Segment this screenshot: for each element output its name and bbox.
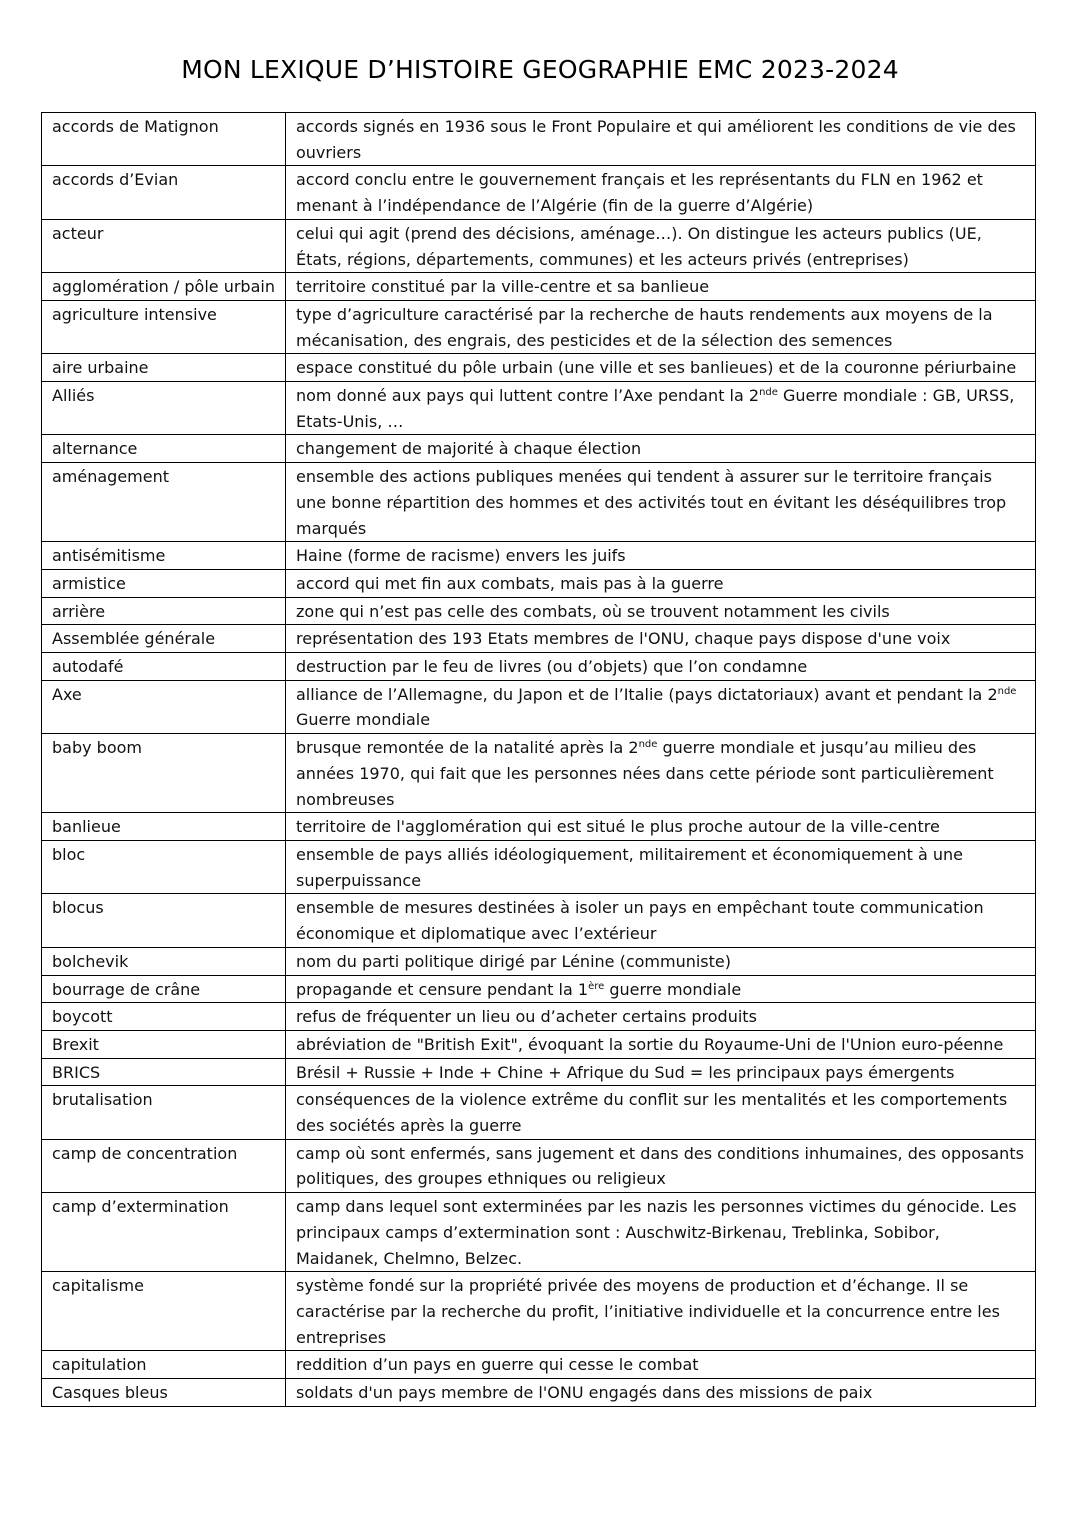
definition-text: Guerre mondiale : GB, URSS, Etats-Unis, … <box>296 386 1015 431</box>
term-cell: armistice <box>42 569 286 597</box>
definition-text: alliance de l’Allemagne, du Japon et de l’Italie (pays dictatoriaux) avant et pendant la 2 <box>296 684 998 704</box>
table-row <box>42 435 1036 463</box>
definition-text: nom donné aux pays qui luttent contre l’Axe pendant la 2 <box>296 386 760 406</box>
definition-cell: nom du parti politique dirigé par Lénine (communiste) <box>286 947 1036 975</box>
definition-cell: accords signés en 1936 sous le Front Populaire et qui améliorent les conditions de vie des ouvriers <box>286 113 1036 166</box>
table-row <box>42 1139 1036 1192</box>
ordinal-superscript: nde <box>638 739 658 751</box>
table-row <box>42 300 1036 353</box>
term-cell: aire urbaine <box>42 354 286 382</box>
definition-cell <box>286 975 1036 1003</box>
table-row <box>42 625 1036 653</box>
table-row <box>42 840 1036 893</box>
table-row <box>42 273 1036 301</box>
table-row <box>42 1003 1036 1031</box>
table-row <box>42 653 1036 681</box>
term-cell: Assemblée générale <box>42 625 286 653</box>
term-cell: agglomération / pôle urbain <box>42 273 286 301</box>
definition-text: Guerre mondiale <box>296 710 431 730</box>
term-cell: bolchevik <box>42 947 286 975</box>
term-cell: Casques bleus <box>42 1379 286 1407</box>
table-row <box>42 1379 1036 1407</box>
definition-cell: zone qui n’est pas celle des combats, où se trouvent notamment les civils <box>286 597 1036 625</box>
table-row <box>42 166 1036 219</box>
table-row <box>42 1193 1036 1272</box>
table-row <box>42 975 1036 1003</box>
term-cell: acteur <box>42 219 286 272</box>
definition-cell: camp où sont enfermés, sans jugement et dans des conditions inhumaines, des opposants politiques, des groupes ethniques ou religieux <box>286 1139 1036 1192</box>
definition-cell: reddition d’un pays en guerre qui cesse le combat <box>286 1351 1036 1379</box>
definition-cell: celui qui agit (prend des décisions, aménage…). On distingue les acteurs publics (UE, États, régions, départements, communes) et les acteurs privés (entreprises) <box>286 219 1036 272</box>
term-cell: aménagement <box>42 463 286 542</box>
term-cell: blocus <box>42 894 286 947</box>
table-row <box>42 813 1036 841</box>
definition-cell: espace constitué du pôle urbain (une ville et ses banlieues) et de la couronne périurbaine <box>286 354 1036 382</box>
lexicon-table <box>41 112 1036 1407</box>
ordinal-superscript: ère <box>588 980 605 992</box>
definition-cell: Haine (forme de racisme) envers les juifs <box>286 542 1036 570</box>
definition-text: brusque remontée de la natalité après la 2 <box>296 738 639 758</box>
table-row <box>42 1030 1036 1058</box>
ordinal-superscript: nde <box>997 685 1017 697</box>
term-cell: brutalisation <box>42 1086 286 1139</box>
table-row <box>42 463 1036 542</box>
definition-cell: changement de majorité à chaque élection <box>286 435 1036 463</box>
definition-cell: soldats d'un pays membre de l'ONU engagés dans des missions de paix <box>286 1379 1036 1407</box>
definition-cell: type d’agriculture caractérisé par la recherche de hauts rendements aux moyens de la mécanisation, des engrais, des pesticides et de la sélection des semences <box>286 300 1036 353</box>
definition-cell: système fondé sur la propriété privée des moyens de production et d’échange. Il se caractérise par la recherche du profit, l’initiative individuelle et la concurrence entre les entreprises <box>286 1272 1036 1351</box>
table-row <box>42 947 1036 975</box>
table-row <box>42 569 1036 597</box>
term-cell: boycott <box>42 1003 286 1031</box>
term-cell: camp d’extermination <box>42 1193 286 1272</box>
definition-cell <box>286 382 1036 435</box>
definition-cell: ensemble des actions publiques menées qui tendent à assurer sur le territoire français une bonne répartition des hommes et des activités tout en évitant les déséquilibres trop marqués <box>286 463 1036 542</box>
table-row <box>42 1058 1036 1086</box>
definition-cell: refus de fréquenter un lieu ou d’acheter certains produits <box>286 1003 1036 1031</box>
definition-cell: accord qui met fin aux combats, mais pas à la guerre <box>286 569 1036 597</box>
definition-cell: accord conclu entre le gouvernement français et les représentants du FLN en 1962 et menant à l’indépendance de l’Algérie (fin de la guerre d’Algérie) <box>286 166 1036 219</box>
page-title: MON LEXIQUE D’HISTOIRE GEOGRAPHIE EMC 2023-2024 <box>181 55 899 84</box>
ordinal-superscript: nde <box>759 387 778 399</box>
table-row <box>42 734 1036 813</box>
definition-text: guerre mondiale et jusqu’au milieu des années 1970, qui fait que les personnes nées dans cette période sont particulièrement nombreuses <box>296 738 994 809</box>
term-cell: baby boom <box>42 734 286 813</box>
table-row <box>42 597 1036 625</box>
term-cell: BRICS <box>42 1058 286 1086</box>
definition-cell: abréviation de "British Exit", évoquant la sortie du Royaume-Uni de l'Union euro-péenne <box>286 1030 1036 1058</box>
table-row <box>42 219 1036 272</box>
term-cell: agriculture intensive <box>42 300 286 353</box>
definition-cell <box>286 734 1036 813</box>
table-row <box>42 113 1036 166</box>
definition-cell <box>286 680 1036 733</box>
definition-text: propagande et censure pendant la 1 <box>296 979 589 999</box>
table-row <box>42 1086 1036 1139</box>
term-cell: antisémitisme <box>42 542 286 570</box>
term-cell: Axe <box>42 680 286 733</box>
table-row <box>42 1272 1036 1351</box>
term-cell: bloc <box>42 840 286 893</box>
term-cell: arrière <box>42 597 286 625</box>
term-cell: Brexit <box>42 1030 286 1058</box>
term-cell: banlieue <box>42 813 286 841</box>
table-row <box>42 382 1036 435</box>
definition-cell: camp dans lequel sont exterminées par les nazis les personnes victimes du génocide. Les principaux camps d’extermination sont : Auschwitz-Birkenau, Treblinka, Sobibor, Maidanek, Chelmno, Belzec. <box>286 1193 1036 1272</box>
term-cell: camp de concentration <box>42 1139 286 1192</box>
definition-cell: territoire de l'agglomération qui est situé le plus proche autour de la ville-centre <box>286 813 1036 841</box>
definition-cell: ensemble de pays alliés idéologiquement, militairement et économiquement à une superpuissance <box>286 840 1036 893</box>
definition-cell: ensemble de mesures destinées à isoler un pays en empêchant toute communication économique et diplomatique avec l’extérieur <box>286 894 1036 947</box>
term-cell: accords d’Evian <box>42 166 286 219</box>
table-row <box>42 680 1036 733</box>
term-cell: accords de Matignon <box>42 113 286 166</box>
table-row <box>42 542 1036 570</box>
definition-cell: territoire constitué par la ville-centre et sa banlieue <box>286 273 1036 301</box>
term-cell: Alliés <box>42 382 286 435</box>
table-row <box>42 354 1036 382</box>
table-row <box>42 894 1036 947</box>
term-cell: alternance <box>42 435 286 463</box>
definition-text: guerre mondiale <box>604 979 742 999</box>
definition-cell: conséquences de la violence extrême du conflit sur les mentalités et les comportements des sociétés après la guerre <box>286 1086 1036 1139</box>
definition-cell: Brésil + Russie + Inde + Chine + Afrique du Sud = les principaux pays émergents <box>286 1058 1036 1086</box>
term-cell: capitalisme <box>42 1272 286 1351</box>
definition-cell: destruction par le feu de livres (ou d’objets) que l’on condamne <box>286 653 1036 681</box>
term-cell: autodafé <box>42 653 286 681</box>
term-cell: capitulation <box>42 1351 286 1379</box>
table-row <box>42 1351 1036 1379</box>
term-cell: bourrage de crâne <box>42 975 286 1003</box>
definition-cell: représentation des 193 Etats membres de l'ONU, chaque pays dispose d'une voix <box>286 625 1036 653</box>
